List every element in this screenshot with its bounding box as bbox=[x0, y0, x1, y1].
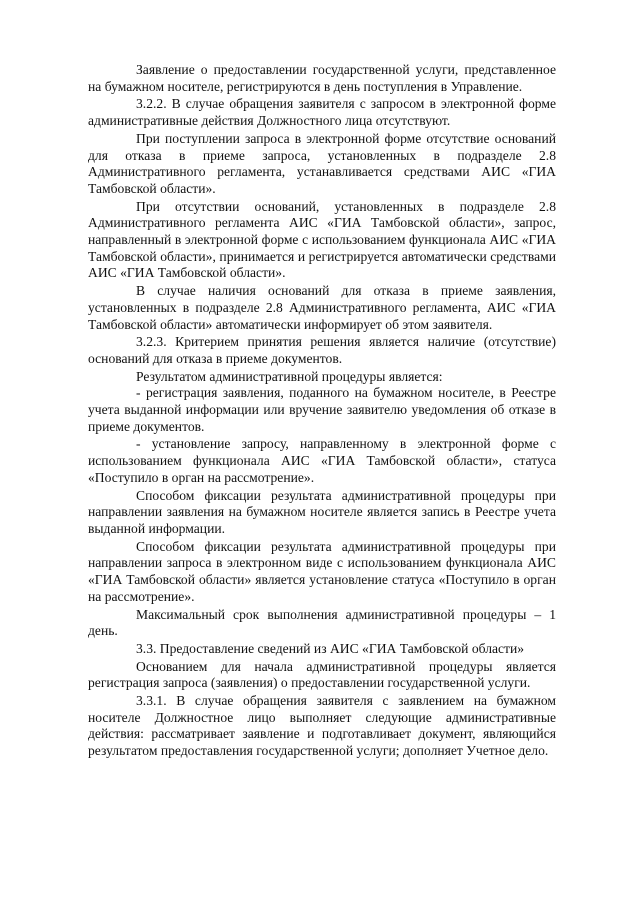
paragraph-grounds-refusal: В случае наличия оснований для отказа в приеме заявления, установленных в подразделе 2.8 Административного регламента, АИС «ГИА Тамбовской области» автоматически информирует об этом заявителя. bbox=[88, 283, 556, 332]
paragraph-registration: Заявление о предоставлении государственной услуги, представленное на бумажном носителе, регистрируются в день поступления в Управление. bbox=[88, 62, 556, 94]
paragraph-no-grounds: При отсутствии оснований, установленных в подразделе 2.8 Административного регламента АИС «ГИА Тамбовской области», запрос, направленный в электронной форме с использованием функционала АИС «ГИА Тамбовской области», принимается и регистрируется автоматически средствами АИС «ГИА Тамбовской области». bbox=[88, 198, 556, 281]
paragraph-3-2-3: 3.2.3. Критерием принятия решения является наличие (отсутствие) оснований для отказа в приеме документов. bbox=[88, 334, 556, 366]
list-item-paper-registration: - регистрация заявления, поданного на бумажном носителе, в Реестре учета выданной информации или вручение заявителю уведомления об отказе в приеме документов. bbox=[88, 385, 556, 434]
section-heading-3-3: 3.3. Предоставление сведений из АИС «ГИА Тамбовской области» bbox=[136, 640, 525, 656]
paragraph-fixation-electronic: Способом фиксации результата административной процедуры при направлении запроса в электронном виде с использованием функционала АИС «ГИА Тамбовской области» является установление статуса «Поступило в орган на рассмотрение». bbox=[88, 538, 556, 604]
paragraph-electronic-receipt: При поступлении запроса в электронной форме отсутствие оснований для отказа в приеме запроса, установленных в подразделе 2.8 Административного регламента, устанавливается средствами АИС «ГИА Тамбовской области». bbox=[88, 130, 556, 196]
paragraph-result-heading: Результатом административной процедуры является: bbox=[136, 368, 443, 384]
document-page bbox=[88, 62, 556, 760]
paragraph-basis: Основанием для начала административной процедуры является регистрация запроса (заявления) о предоставлении государственной услуги. bbox=[88, 658, 556, 691]
paragraph-3-3-1: 3.3.1. В случае обращения заявителя с заявлением на бумажном носителе Должностное лицо выполняет следующие административные действия: рассматривает заявление и подготавливает документ, являющийся результатом предоставления государственной услуги; дополняет Учетное дело. bbox=[88, 693, 556, 759]
paragraph-3-2-2: 3.2.2. В случае обращения заявителя с запросом в электронной форме административные действия Должностного лица отсутствуют. bbox=[88, 96, 556, 129]
list-item-electronic-status: - установление запросу, направленному в электронной форме с использованием функционала АИС «ГИА Тамбовской области», статуса «Поступило в орган на рассмотрение». bbox=[88, 436, 556, 485]
paragraph-max-term: Максимальный срок выполнения административной процедуры – 1 день. bbox=[88, 606, 556, 639]
paragraph-fixation-paper: Способом фиксации результата административной процедуры при направлении заявления на бумажном носителе является запись в Реестре учета выданной информации. bbox=[88, 487, 556, 536]
